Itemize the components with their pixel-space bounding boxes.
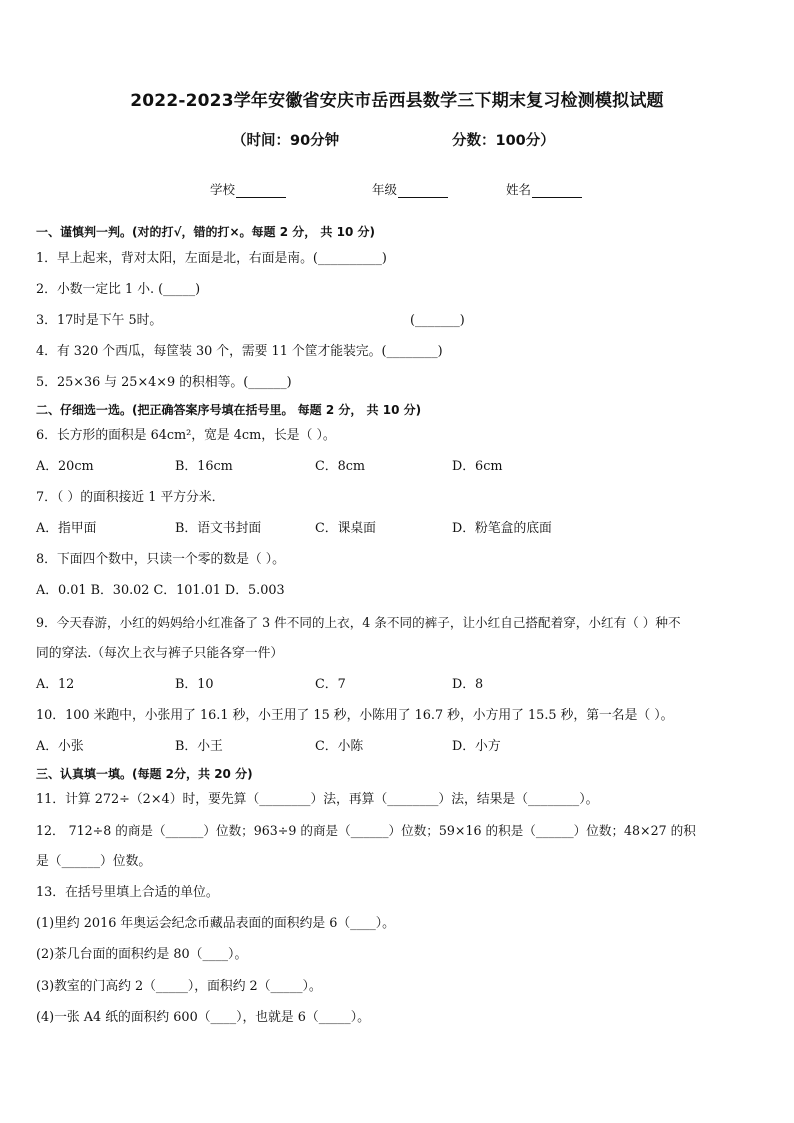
q6-option-a: A．20cm [36, 459, 94, 474]
question-9-line1: 9．今天春游，小红的妈妈给小红准备了 3 件不同的上衣，4 条不同的裤子，让小红自己搭配着穿，小红有（ ）种不 [36, 615, 681, 630]
q9-option-c: C．7 [315, 677, 346, 692]
q9-option-b: B．10 [175, 677, 214, 692]
grade-blank [398, 184, 448, 198]
exam-title: 2022-2023学年安徽省安庆市岳西县数学三下期末复习检测模拟试题 [130, 91, 664, 111]
q10-option-a: A．小张 [36, 739, 84, 754]
question-10: 10．100 米跑中，小张用了 16.1 秒，小王用了 15 秒，小陈用了 16.7 秒，小方用了 15.5 秒，第一名是（ ）。 [36, 708, 674, 723]
question-1: 1．早上起来，背对太阳，左面是北，右面是南。(__________) [36, 251, 387, 266]
question-2: 2．小数一定比 1 小. (_____) [36, 282, 201, 297]
question-3: 3．17时是下午 5时。 [36, 313, 163, 328]
q6-option-c: C．8cm [315, 459, 366, 474]
question-3-answer-blank: (_______) [410, 313, 465, 328]
q10-option-d: D．小方 [452, 739, 501, 754]
question-6: 6．长方形的面积是 64cm²，宽是 4cm，长是（ ）。 [36, 428, 336, 443]
section1-heading: 一、谨慎判一判。(对的打√，错的打×。每题 2 分， 共 10 分) [36, 225, 375, 239]
exam-time: （时间：90分钟 [232, 133, 340, 149]
exam-score: 分数：100分） [452, 133, 555, 149]
q13-item-3: (3)教室的门高约 2（_____），面积约 2（_____）。 [36, 979, 322, 994]
name-label: 姓名 [506, 182, 532, 197]
question-13: 13．在括号里填上合适的单位。 [36, 885, 219, 900]
q8-options: A．0.01 B．30.02 C．101.01 D．5.003 [36, 583, 285, 598]
q7-option-a: A．指甲面 [36, 521, 97, 536]
q10-option-b: B．小王 [175, 739, 223, 754]
q9-option-d: D．8 [452, 677, 484, 692]
q13-item-4: (4)一张 A4 纸的面积约 600（____），也就是 6（_____）。 [36, 1010, 370, 1025]
question-12-line1: 12． 712÷8 的商是（______）位数；963÷9 的商是（______）位数；59×16 的积是（______）位数；48×27 的积 [36, 823, 696, 838]
question-12-line2: 是（______）位数。 [36, 854, 152, 869]
q6-option-d: D．6cm [452, 459, 503, 474]
q10-option-c: C．小陈 [315, 739, 364, 754]
q7-option-c: C．课桌面 [315, 521, 376, 536]
q13-item-1: (1)里约 2016 年奥运会纪念币藏品表面的面积约是 6（____）。 [36, 916, 395, 931]
school-blank [236, 184, 286, 198]
section3-heading: 三、认真填一填。(每题 2分，共 20 分) [36, 767, 253, 781]
question-5: 5．25×36 与 25×4×9 的积相等。(______) [36, 375, 292, 390]
q6-option-b: B．16cm [175, 459, 233, 474]
q7-option-d: D．粉笔盒的底面 [452, 521, 552, 536]
grade-label: 年级 [372, 182, 398, 197]
question-9-line2: 同的穿法.（每次上衣与裤子只能各穿一件） [36, 646, 284, 661]
name-blank [532, 184, 582, 198]
q13-item-2: (2)茶几台面的面积约是 80（____）。 [36, 947, 248, 962]
question-8: 8．下面四个数中，只读一个零的数是（ ）。 [36, 552, 285, 567]
grade-field [372, 180, 448, 198]
question-11: 11．计算 272÷（2×4）时，要先算（________）法，再算（________）法，结果是（________）。 [36, 792, 599, 807]
q9-option-a: A．12 [36, 677, 75, 692]
name-field [506, 180, 582, 198]
school-field [210, 180, 286, 198]
question-4: 4．有 320 个西瓜，每筐装 30 个，需要 11 个筐才能装完。(________) [36, 344, 443, 359]
q7-option-b: B．语文书封面 [175, 521, 262, 536]
school-label: 学校 [210, 182, 236, 197]
question-7: 7．（ ）的面积接近 1 平方分米． [36, 490, 225, 505]
section2-heading: 二、仔细选一选。(把正确答案序号填在括号里。 每题 2 分， 共 10 分) [36, 403, 422, 417]
